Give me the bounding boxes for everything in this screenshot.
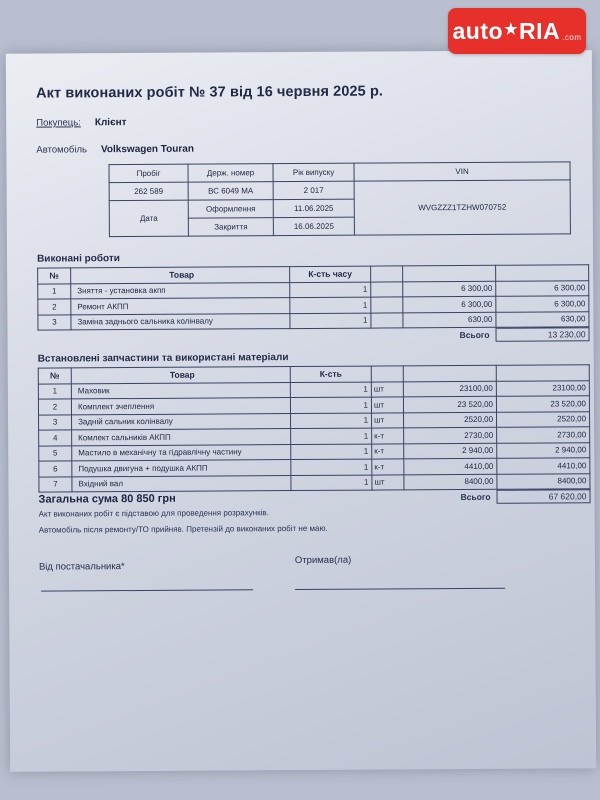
cell-price: 6 300,00 <box>403 296 496 312</box>
cell-qty: 1 <box>290 313 371 329</box>
cell-qty: 1 <box>291 459 372 475</box>
works-col-name: Товар <box>71 267 290 284</box>
col-header-plate: Держ. номер <box>188 164 273 183</box>
cell-num: 4 <box>39 430 72 446</box>
works-col-num: № <box>38 268 71 284</box>
receiver-signature-line <box>295 588 505 590</box>
supplier-signature-line <box>41 589 253 591</box>
receiver-signature-label: Отримав(ла) <box>294 554 352 567</box>
works-total-label: Всього <box>459 329 490 341</box>
cell-price: 2 940,00 <box>404 443 497 459</box>
cell-unit <box>371 281 403 297</box>
note-line-1: Акт виконаних робіт є підставою для проведення розрахунків. <box>38 508 269 519</box>
buyer-label: Покупець: <box>36 117 81 129</box>
cell-unit: шт <box>371 397 403 413</box>
works-total-value: 13 230,00 <box>495 327 589 342</box>
cell-price: 2520,00 <box>404 412 497 428</box>
cell-price: 630,00 <box>403 312 496 328</box>
cell-qty: 1 <box>291 475 372 491</box>
parts-col-num: № <box>38 368 71 384</box>
parts-total-label: Всього <box>460 491 491 503</box>
cell-num: 2 <box>38 399 71 415</box>
cell-unit: шт <box>371 381 403 397</box>
logo-domain: .com <box>562 32 582 42</box>
works-section-title: Виконані роботи <box>37 253 120 265</box>
page-title: Акт виконаних робіт № 37 від 16 червня 2025 р. <box>36 83 384 102</box>
cell-qty: 1 <box>291 428 372 444</box>
parts-col-unit <box>371 366 403 382</box>
cell-name: Подушка двигуна + подушка АКПП <box>72 460 291 477</box>
cell-close-value: 16.06.2025 <box>273 217 354 235</box>
cell-date-label: Дата <box>109 200 188 236</box>
cell-num: 3 <box>38 314 71 330</box>
cell-sum: 6 300,00 <box>496 296 589 312</box>
cell-sum: 8400,00 <box>497 473 590 489</box>
parts-total-value: 67 620,00 <box>496 489 590 504</box>
cell-mileage: 262 589 <box>109 182 188 200</box>
col-header-year: Рік випуску <box>273 163 354 181</box>
cell-price: 23 520,00 <box>403 396 496 412</box>
cell-name: Ремонт АКПП <box>71 298 290 315</box>
cell-name: Задній сальник колінвалу <box>72 413 291 430</box>
parts-col-name: Товар <box>71 367 290 384</box>
document-sheet <box>6 50 596 772</box>
parts-section-title: Встановлені запчастини та використані матеріали <box>37 352 289 365</box>
document-body <box>6 50 596 772</box>
cell-num: 7 <box>39 476 72 492</box>
cell-qty: 1 <box>290 297 371 313</box>
note-line-2: Автомобіль після ремонту/ТО прийняв. Претензій до виконаних робіт не маю. <box>38 523 328 535</box>
cell-name: Мастило в механічну та гідравлічну частину <box>72 444 291 461</box>
parts-col-price <box>403 365 496 381</box>
col-header-vin: VIN <box>354 162 570 181</box>
cell-sum: 2730,00 <box>497 427 590 443</box>
cell-num: 5 <box>39 445 72 461</box>
cell-unit <box>371 312 403 328</box>
cell-sum: 23 520,00 <box>496 396 589 412</box>
cell-name: Комплект зчеплення <box>71 398 290 415</box>
cell-price: 4410,00 <box>404 458 497 474</box>
signature-area <box>39 553 573 616</box>
cell-name: Вхідний вал <box>72 475 291 492</box>
cell-unit <box>371 297 403 313</box>
cell-sum: 630,00 <box>496 311 589 327</box>
works-table <box>37 264 589 330</box>
cell-price: 8400,00 <box>404 474 497 490</box>
cell-sum: 2520,00 <box>497 411 590 427</box>
cell-name: Заміна заднього сальника колінвалу <box>71 313 290 330</box>
cell-open-value: 11.06.2025 <box>273 199 354 217</box>
cell-sum: 23100,00 <box>496 380 589 396</box>
car-value: Volkswagen Touran <box>100 143 194 156</box>
cell-price: 23100,00 <box>403 381 496 397</box>
autoria-logo <box>448 8 586 54</box>
logo-auto: auto <box>452 17 504 44</box>
parts-col-sum <box>496 365 589 381</box>
cell-price: 6 300,00 <box>403 281 496 297</box>
cell-qty: 1 <box>291 444 372 460</box>
cell-num: 3 <box>39 414 72 430</box>
cell-sum: 4410,00 <box>497 458 590 474</box>
cell-qty: 1 <box>290 382 371 398</box>
grand-total: Загальна сума 80 850 грн <box>38 492 176 506</box>
cell-name: Маховик <box>71 382 290 399</box>
cell-plate: ВС 6049 МА <box>188 182 273 201</box>
cell-close-label: Закриття <box>188 218 273 237</box>
works-col-qty: К-сть часу <box>290 266 371 282</box>
cell-sum: 2 940,00 <box>497 442 590 458</box>
cell-num: 1 <box>38 383 71 399</box>
cell-unit: к-т <box>372 428 404 444</box>
table-row <box>109 180 570 201</box>
cell-qty: 1 <box>290 397 371 413</box>
cell-unit: шт <box>372 412 404 428</box>
cell-sum: 6 300,00 <box>496 280 589 296</box>
cell-unit: к-т <box>372 443 404 459</box>
vehicle-info-table <box>108 161 570 237</box>
cell-open-label: Оформлення <box>188 200 273 219</box>
cell-num: 2 <box>38 299 71 315</box>
cell-name: Зняття - установка акпп <box>71 282 290 299</box>
works-col-price <box>403 265 496 281</box>
cell-num: 1 <box>38 283 71 299</box>
cell-unit: шт <box>372 474 404 490</box>
cell-vin: WVGZZZ1TZHW070752 <box>354 180 570 235</box>
parts-col-qty: К-сть <box>290 366 371 382</box>
cell-unit: к-т <box>372 459 404 475</box>
cell-year: 2 017 <box>273 181 354 199</box>
cell-name: Комлект сальників АКПП <box>72 429 291 446</box>
works-col-sum <box>496 265 589 281</box>
cell-qty: 1 <box>291 413 372 429</box>
supplier-signature-label: Від постачальника* <box>38 561 125 573</box>
works-col-unit <box>371 266 403 282</box>
cell-price: 2730,00 <box>404 427 497 443</box>
cell-num: 6 <box>39 461 72 477</box>
buyer-value: Клієнт <box>94 117 127 129</box>
col-header-mileage: Пробіг <box>109 164 188 182</box>
car-label: Автомобіль <box>36 144 87 156</box>
logo-ria: RIA <box>519 17 561 44</box>
cell-qty: 1 <box>290 282 371 298</box>
logo-text <box>453 18 582 45</box>
parts-table <box>38 364 591 492</box>
star-icon: ★ <box>504 21 519 38</box>
